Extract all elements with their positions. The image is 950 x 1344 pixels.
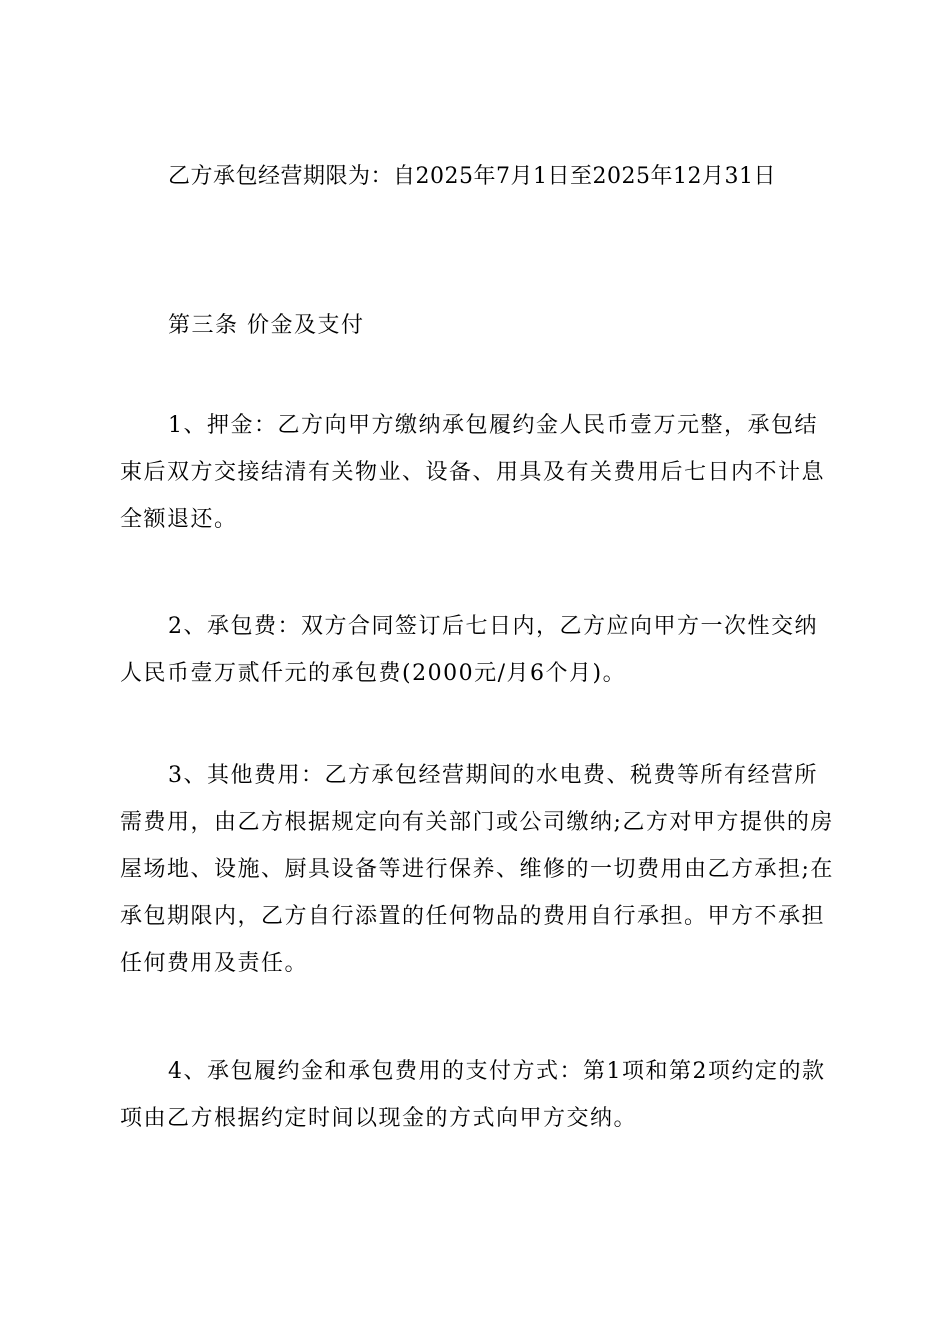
contract-term-line: 乙方承包经营期限为：自2025年7月1日至2025年12月31日 xyxy=(168,164,776,189)
article-heading: 第三条 价金及支付 xyxy=(168,313,365,338)
clause-other-fees: 3、其他费用：乙方承包经营期间的水电费、税费等所有经营所需费用，由乙方根据规定向有关部门或公司缴纳;乙方对甲方提供的房屋场地、设施、厨具设备等进行保养、维修的一切费用由乙方承担;在承包期限内，乙方自行添置的任何物品的费用自行承担。甲方不承担任何费用及责任。 xyxy=(120,763,834,976)
clause-contract-fee: 2、承包费：双方合同签订后七日内，乙方应向甲方一次性交纳人民币壹万贰仟元的承包费(2000元/月6个月)。 xyxy=(120,614,818,686)
clause-deposit: 1、押金：乙方向甲方缴纳承包履约金人民币壹万元整，承包结束后双方交接结清有关物业、设备、用具及有关费用后七日内不计息全额退还。 xyxy=(120,413,826,532)
clause-payment-method: 4、承包履约金和承包费用的支付方式：第1项和第2项约定的款项由乙方根据约定时间以现金的方式向甲方交纳。 xyxy=(120,1059,826,1131)
